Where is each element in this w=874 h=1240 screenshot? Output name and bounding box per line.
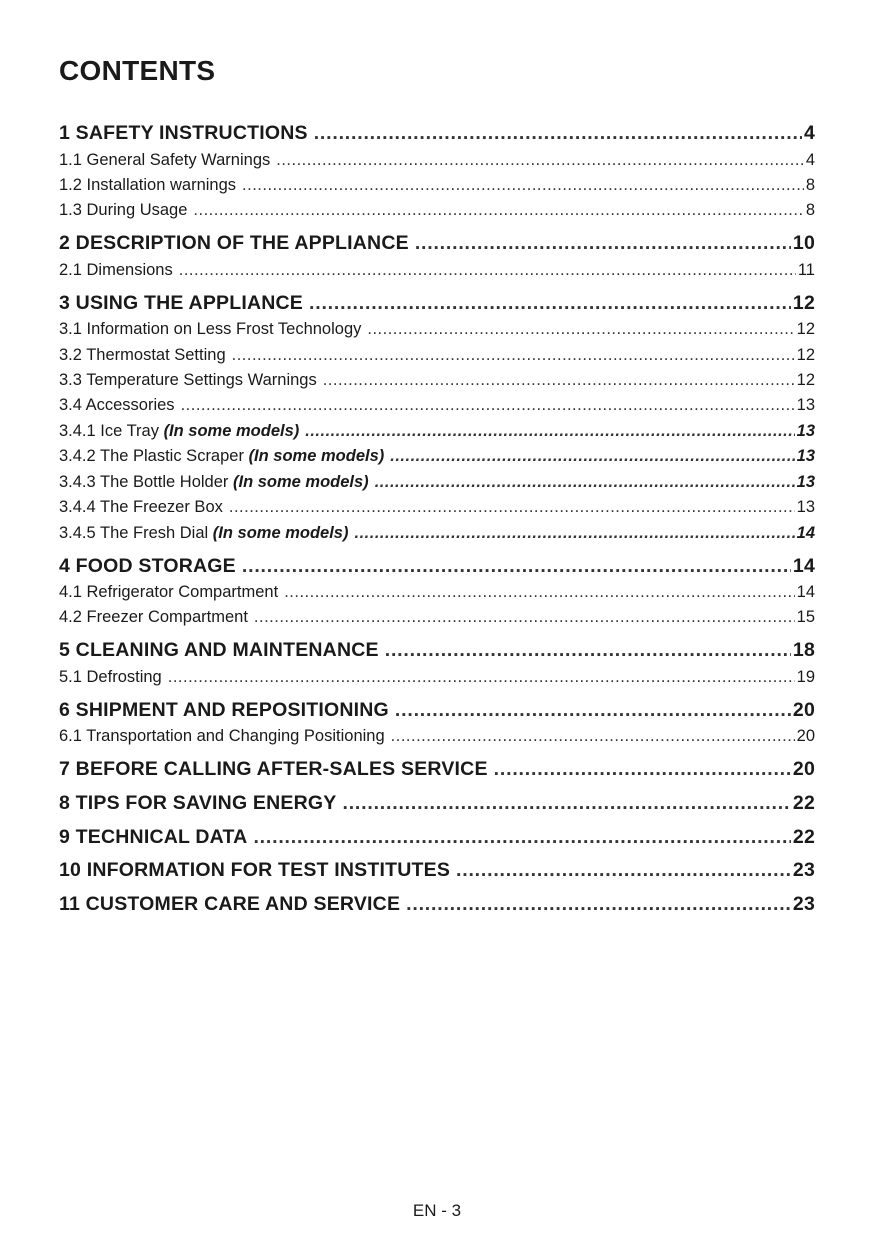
toc-entry-label: 10 INFORMATION FOR TEST INSTITUTES [59, 859, 451, 881]
toc-page-number: 23 [792, 859, 815, 881]
toc-entry-3-1-less-frost-technology[interactable] [59, 320, 815, 339]
toc-page-number: 4 [805, 151, 815, 169]
toc-page-number: 13 [796, 396, 815, 414]
toc-entry-label: 3.1 Information on Less Frost Technology [59, 320, 362, 338]
toc-page-number: 20 [796, 727, 815, 745]
dot-leader [284, 583, 794, 602]
toc-entry-label: 5.1 Defrosting [59, 668, 162, 686]
toc-entry-1-2-installation-warnings[interactable] [59, 176, 815, 195]
toc-entry-note: (In some models) [163, 422, 300, 440]
dot-leader [343, 792, 791, 815]
toc-page-number: 13 [796, 422, 815, 440]
toc-page-number: 14 [792, 555, 815, 577]
toc-entry-label: 11 CUSTOMER CARE AND SERVICE [59, 893, 401, 915]
toc-entry-label: 4.1 Refrigerator Compartment [59, 583, 279, 601]
toc-entry-label: 6.1 Transportation and Changing Positioning [59, 727, 385, 745]
dot-leader [323, 371, 795, 390]
toc-entry-4-1-refrigerator-compartment[interactable] [59, 583, 815, 602]
dot-leader [168, 668, 795, 687]
toc-page-number: 11 [797, 261, 815, 279]
dot-leader [232, 346, 795, 365]
toc-entry-3-4-1-ice-tray[interactable] [59, 422, 815, 441]
dot-leader [385, 639, 791, 662]
toc-entry-3-4-3-bottle-holder[interactable] [59, 473, 815, 492]
toc-page-number: 8 [805, 201, 815, 219]
toc-entry-label: 2 DESCRIPTION OF THE APPLIANCE [59, 232, 409, 254]
toc-page-number: 14 [796, 583, 815, 601]
dot-leader [242, 555, 791, 578]
toc-entry-3-using-the-appliance[interactable] [59, 292, 815, 315]
dot-leader [395, 699, 791, 722]
toc-page-number: 13 [796, 473, 815, 491]
dot-leader [242, 176, 804, 195]
toc-entry-label: 3.2 Thermostat Setting [59, 346, 226, 364]
toc-entry-label: 3.4.5 The Fresh Dial [59, 524, 209, 542]
toc-page-number: 12 [796, 320, 815, 338]
toc-entry-1-1-general-safety-warnings[interactable] [59, 151, 815, 170]
dot-leader [253, 826, 790, 849]
toc-entry-5-cleaning-and-maintenance[interactable] [59, 639, 815, 662]
toc-entry-label: 3.4.1 Ice Tray [59, 422, 159, 440]
dot-leader [456, 859, 791, 882]
toc-entry-4-2-freezer-compartment[interactable] [59, 608, 815, 627]
dot-leader [354, 524, 794, 543]
dot-leader [309, 292, 791, 315]
toc-entry-label: 3.3 Temperature Settings Warnings [59, 371, 317, 389]
toc-page-number: 14 [796, 524, 815, 542]
dot-leader [305, 422, 794, 441]
toc-entry-label: 3.4.2 The Plastic Scraper [59, 447, 244, 465]
toc-entry-label: 6 SHIPMENT AND REPOSITIONING [59, 699, 389, 721]
toc-page-number: 23 [792, 893, 815, 915]
toc-entry-3-2-thermostat-setting[interactable] [59, 346, 815, 365]
toc-entry-2-description-of-the-appliance[interactable] [59, 232, 815, 255]
toc-page-number: 4 [803, 122, 815, 144]
toc-page-number: 20 [792, 699, 815, 721]
toc-entry-2-1-dimensions[interactable] [59, 261, 815, 280]
toc-entry-label: 7 BEFORE CALLING AFTER-SALES SERVICE [59, 758, 488, 780]
toc-entry-label: 1.3 During Usage [59, 201, 188, 219]
toc-entry-1-3-during-usage[interactable] [59, 201, 815, 220]
toc-entry-4-food-storage[interactable] [59, 555, 815, 578]
toc-entry-label: 8 TIPS FOR SAVING ENERGY [59, 792, 337, 814]
toc-entry-label: 1.1 General Safety Warnings [59, 151, 271, 169]
toc-entry-label: 1.2 Installation warnings [59, 176, 237, 194]
toc-entry-6-shipment-and-repositioning[interactable] [59, 699, 815, 722]
toc-entry-11-customer-care-and-service[interactable] [59, 893, 815, 916]
toc-page-number: 13 [796, 498, 815, 516]
toc-entry-3-4-4-freezer-box[interactable] [59, 498, 815, 517]
toc-entry-label: 1 SAFETY INSTRUCTIONS [59, 122, 308, 144]
dot-leader [229, 498, 795, 517]
dot-leader [314, 122, 802, 145]
toc-entry-3-3-temperature-settings-warnings[interactable] [59, 371, 815, 390]
toc-entry-label: 3.4 Accessories [59, 396, 175, 414]
toc-entry-3-4-5-fresh-dial[interactable] [59, 524, 815, 543]
dot-leader [181, 396, 795, 415]
toc-entry-label: 4.2 Freezer Compartment [59, 608, 248, 626]
dot-leader [406, 893, 791, 916]
dot-leader [254, 608, 795, 627]
toc-entry-label: 5 CLEANING AND MAINTENANCE [59, 639, 379, 661]
dot-leader [415, 232, 791, 255]
toc-page-number: 20 [792, 758, 815, 780]
toc-entry-note: (In some models) [248, 447, 385, 465]
toc-page-number: 8 [805, 176, 815, 194]
toc-page-number: 10 [792, 232, 815, 254]
toc-entry-3-4-accessories[interactable] [59, 396, 815, 415]
dot-leader [390, 447, 794, 466]
toc-entry-label: 9 TECHNICAL DATA [59, 826, 248, 848]
toc-entry-5-1-defrosting[interactable] [59, 668, 815, 687]
toc-entry-3-4-2-plastic-scraper[interactable] [59, 447, 815, 466]
toc-page-number: 15 [796, 608, 815, 626]
dot-leader [179, 261, 796, 280]
toc-page-number: 13 [796, 447, 815, 465]
toc-page-number: 22 [792, 826, 815, 848]
toc-entry-8-tips-for-saving-energy[interactable] [59, 792, 815, 815]
toc-page-number: 12 [792, 292, 815, 314]
toc-entry-1-safety-instructions[interactable] [59, 122, 815, 145]
toc-page-number: 12 [796, 346, 815, 364]
toc-entry-7-before-calling-after-sales[interactable] [59, 758, 815, 781]
page-title: CONTENTS [59, 55, 216, 86]
toc-page-number: 12 [796, 371, 815, 389]
toc-page-number: 22 [792, 792, 815, 814]
toc-entry-label: 4 FOOD STORAGE [59, 555, 236, 577]
toc-page-number: 18 [792, 639, 815, 661]
toc-entry-10-information-for-test-institutes[interactable] [59, 859, 815, 882]
dot-leader [494, 758, 791, 781]
page-footer: EN - 3 [412, 1201, 462, 1220]
dot-leader [391, 727, 795, 746]
toc-entry-label: 2.1 Dimensions [59, 261, 173, 279]
dot-leader [367, 320, 794, 339]
toc-entry-9-technical-data[interactable] [59, 826, 815, 849]
toc-entry-label: 3 USING THE APPLIANCE [59, 292, 304, 314]
dot-leader [375, 473, 795, 492]
toc-entry-6-1-transportation[interactable] [59, 727, 815, 746]
toc-entry-note: (In some models) [212, 524, 349, 542]
toc-entry-label: 3.4.3 The Bottle Holder [59, 473, 229, 491]
toc-entry-note: (In some models) [232, 473, 369, 491]
toc-page-number: 19 [796, 668, 815, 686]
toc-entry-label: 3.4.4 The Freezer Box [59, 498, 223, 516]
dot-leader [193, 201, 803, 220]
dot-leader [276, 151, 804, 170]
